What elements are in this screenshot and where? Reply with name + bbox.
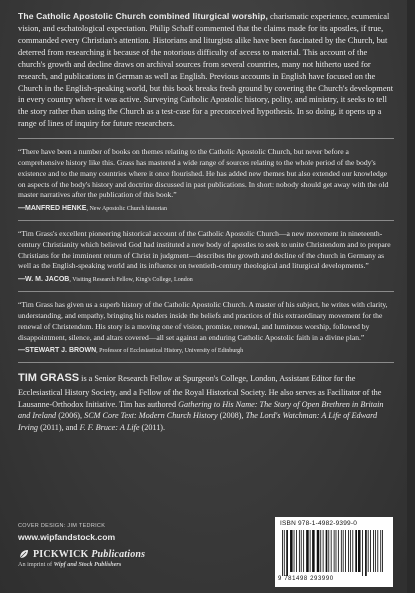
barcode-bar <box>365 530 367 576</box>
endorsement-quote: “Tim Grass has given us a superb history of the Catholic Apostolic Church. A master of his subject, he writes with clarity, understanding, and empathy, bringing his readers inside the beliefs and practices of this extraordinary movement for the renewal of Christendom. His story is a moving one of vision, promise, renewal, and luminous worship, followed by disappointment, silence, and altars covered—all set against an enduring Catholic Apostolic faith in a divine plan.” <box>18 300 388 342</box>
barcode-bar <box>370 530 371 572</box>
endorser-affiliation: , Visiting Research Fellow, King's College, London <box>69 277 193 284</box>
barcode-bar <box>348 530 349 572</box>
imprint-line <box>18 561 145 568</box>
barcode-bar <box>341 530 342 572</box>
imprint-name: Wipf and Stock Publishers <box>53 561 122 568</box>
endorsement-attribution <box>18 203 394 212</box>
barcode-bar <box>377 530 378 572</box>
publisher-name-prefix: PICKWICK <box>33 548 89 560</box>
barcode-bar <box>326 530 328 572</box>
book-title: SCM Core Text: Modern Church History <box>84 411 218 421</box>
barcode-bar <box>296 530 297 572</box>
barcode-bar <box>343 530 344 572</box>
divider <box>18 362 394 363</box>
barcode-bar <box>373 530 374 572</box>
barcode-bar <box>355 530 357 572</box>
divider <box>18 220 394 221</box>
endorsement <box>18 229 394 283</box>
endorsement <box>18 300 394 354</box>
barcode-bar <box>368 530 369 572</box>
endorser-affiliation: , New Apostolic Church historian <box>86 206 167 213</box>
endorsement <box>18 147 394 212</box>
imprint-prefix: An imprint of <box>18 561 54 568</box>
barcode-bar <box>345 530 346 572</box>
pickwick-leaf-icon <box>18 548 30 560</box>
barcode-bar <box>338 530 339 572</box>
barcode-bar <box>299 530 300 572</box>
description-lead: The Catholic Apostolic Church combined liturgical worship, <box>18 11 268 21</box>
endorsement-quote: “Tim Grass's excellent pioneering historical account of the Catholic Apostolic Church—a new movement in nineteenth-century Christianity which believed God had instituted a new body of apostles to seek to unite Christendom and to prepare Christians for the imminent return of Christ in judgment—describes the growth and decline of the church in Germany as well as the English-speaking world and its influence on twentieth-century theological and liturgical developments.” <box>18 229 391 271</box>
book-description <box>18 10 394 130</box>
author-name: TIM GRASS <box>18 372 80 385</box>
book-title: Gathering to His Name: The Story of Open Brethren in Britain and Ireland <box>18 399 384 421</box>
bio-text: (2011). <box>139 422 166 432</box>
barcode-bar <box>382 530 383 572</box>
barcode-bar <box>312 530 315 572</box>
divider <box>18 291 394 292</box>
barcode-bar <box>323 530 324 572</box>
barcode-bar <box>362 530 363 576</box>
barcode-bar <box>320 530 321 572</box>
endorser-name: —MANFRED HENKE <box>18 205 87 213</box>
barcode-bar <box>334 530 335 572</box>
back-cover-content <box>18 10 394 434</box>
barcode-bar <box>310 530 311 572</box>
isbn-number: ISBN 978-1-4982-9399-0 <box>280 520 358 527</box>
barcode-bar <box>301 530 302 572</box>
barcode-bar <box>375 530 376 572</box>
publisher-name-row <box>18 548 145 560</box>
endorsement-quote: “There have been a number of books on themes relating to the Catholic Apostolic Church, but never before a comprehensive history like this. Grass has mastered a wide range of sources relating to the whole period of the body's existence and to the many countries where it once flourished. He has added new themes but also extended our knowledge on aspects of the body's history and doctrine discussed in past publications. In short: nobody should get away with the old master narratives after the publication of this book.” <box>18 147 389 200</box>
divider <box>18 138 394 139</box>
endorsement-attribution <box>18 274 394 283</box>
barcode-digits: 9 781498 293990 <box>278 576 334 582</box>
publisher-website[interactable]: www.wipfandstock.com <box>18 532 116 542</box>
book-title: F. F. Bruce: A Life <box>79 422 140 432</box>
endorser-name: —STEWART J. BROWN <box>18 347 97 355</box>
bio-text: is a Senior Research Fellow at Spurgeon's College, London, Assistant Editor for the Ecclesiastical History Society, and a Fellow of the Royal Historical Society. He also serves as Facilitator of the Lausanne-Orthodox Initiative. Tim has authored <box>18 374 382 409</box>
barcode-bar <box>284 530 285 576</box>
author-bio <box>18 371 394 433</box>
barcode-bar <box>328 530 329 572</box>
barcode-bar <box>294 530 295 572</box>
bio-text: (2008), <box>217 411 246 421</box>
barcode-bar <box>350 530 351 572</box>
publisher-block <box>18 523 145 568</box>
endorser-name: —W. M. JACOB <box>18 276 70 284</box>
barcode-bar <box>317 530 320 572</box>
cover-design-credit: COVER DESIGN: JIM TEDRICK <box>18 523 106 529</box>
description-body: charismatic experience, ecumenical vision, and eschatological expectation. Philip Schaff commented that the claims made for its apostles, if true, commanded every Christian's attention. Historians and liturgists alike have been fascinated by the Church, but deterred from researching it because of the notorious difficulty of access to material. This account of the church's growth and decline draws on archival sources from several countries, many not hitherto used for research, and publications in German as well as English. Previous accounts in English have focused on the Church in the English-speaking world, but this book breaks fresh ground by covering the Church's development in every country where it was active. Surveying Catholic Apostolic history, polity, and ministry, it seeks to tell the story rather than using the Church as a test-case for a preconceived hypothesis. In so doing, it opens up a range of lines of inquiry for future researchers. <box>18 12 394 129</box>
publisher-name-suffix: Publications <box>88 548 146 560</box>
bio-text: (2006), <box>56 411 85 421</box>
barcode-bar <box>306 530 309 572</box>
publisher-name <box>33 549 145 560</box>
barcode-bars <box>280 530 388 576</box>
barcode-bar <box>352 530 353 572</box>
barcode-bar <box>303 530 304 572</box>
bio-text: (2011), and <box>38 422 80 432</box>
barcode-bar <box>358 530 361 572</box>
barcode-bar <box>380 530 381 572</box>
barcode-bar <box>290 530 293 572</box>
spine-edge <box>407 0 415 593</box>
barcode-bar <box>331 530 332 572</box>
barcode-bar <box>336 530 337 572</box>
barcode-bar <box>282 530 283 576</box>
isbn-barcode <box>275 517 393 587</box>
endorser-affiliation: , Professor of Ecclesiastical History, University of Edinburgh <box>96 348 244 355</box>
endorsement-attribution <box>18 345 394 354</box>
book-title: The Lord's Watchman: A Life of Edward Irving <box>18 411 378 432</box>
barcode-bar <box>286 530 288 576</box>
